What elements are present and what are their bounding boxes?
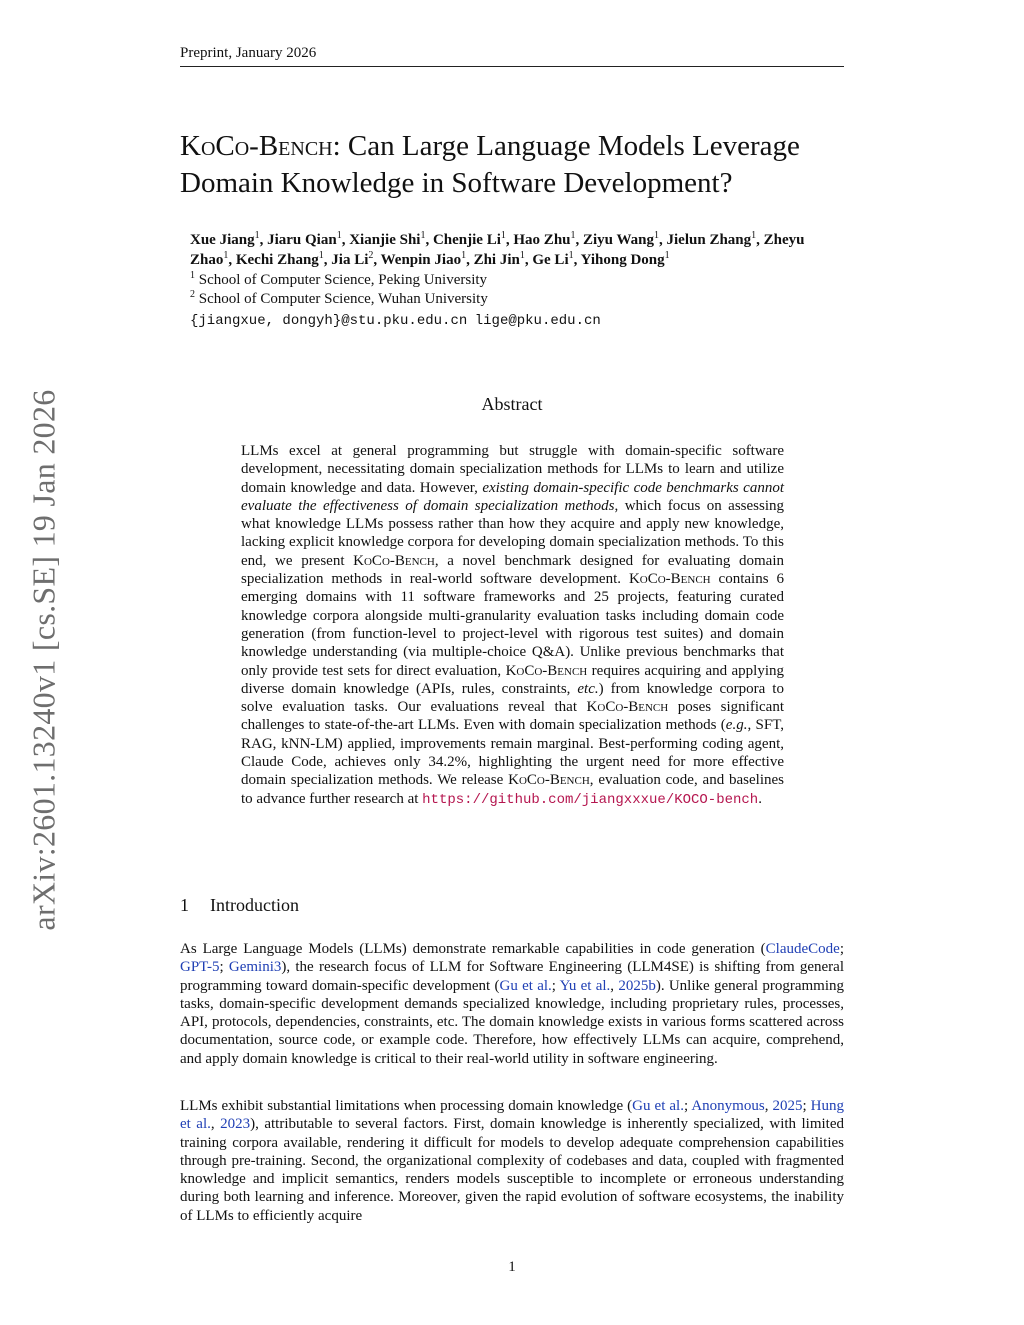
benchmark-name: KoCo-Bench <box>353 552 435 569</box>
section-heading-introduction: 1 Introduction <box>180 895 299 915</box>
author-name: Jia Li <box>331 252 369 268</box>
benchmark-name: KoCo-Bench <box>180 130 333 162</box>
affiliation-2: $^2$ School of Computer Science, Wuhan University <box>190 289 488 307</box>
arxiv-identifier: arXiv:2601.13240v1 [cs.SE] 19 Jan 2026 <box>25 389 62 931</box>
author-name: Kechi Zhang <box>235 252 319 268</box>
citation-link[interactable]: 2025b <box>618 977 656 994</box>
title-text: : Can Large Language Models Leverage Domain Knowledge in Software Development? <box>180 130 800 199</box>
author-name: Ge Li <box>532 252 569 268</box>
repository-link[interactable]: https://github.com/jiangxxxue/KOCO-bench <box>422 791 759 808</box>
author-name: Jielun Zhang <box>666 232 752 248</box>
author-affiliation-mark: 1 <box>500 230 506 241</box>
citation-link[interactable]: GPT-5 <box>180 959 220 976</box>
benchmark-name: KoCo-Bench <box>628 571 711 588</box>
running-header: Preprint, January 2026 <box>180 45 317 61</box>
author-name: Jiaru Qian <box>267 232 337 248</box>
author-affiliation-mark: 1 <box>461 250 467 261</box>
affiliation-1: $^1$ School of Computer Science, Peking University <box>190 270 488 288</box>
author-name: Xianjie Shi <box>349 232 421 248</box>
email-group: {jiangxue, dongyh}@stu.pku.edu.cn <box>190 313 468 329</box>
citation-link[interactable]: 2025 <box>772 1098 803 1114</box>
benchmark-name: KoCo-Bench <box>508 772 590 789</box>
citation-link[interactable]: Gu et al. <box>632 1098 684 1114</box>
author-affiliation-mark: 1 <box>420 230 426 241</box>
intro-paragraph-1: As Large Language Models (LLMs) demonstrate remarkable capabilities in code generation (ClaudeCode; GPT-5; Gemini3), the research focus of LLM for Software Engineering (LLM4SE) is shifting from general programming toward domain-specific development (Gu et al.; Yu et al., 2025b). Unlike general programming tasks, domain-specific development demands specialized knowledge, including proprietary rules, processes, API, protocols, dependencies, constraints, etc. The domain knowledge exists in various forms scattered across documentation, source code, or example code. Therefore, how effectively LLMs can acquire, comprehend, and apply domain knowledge is critical to their real-world utility in software engineering. <box>180 941 845 1067</box>
author-name: Chenjie Li <box>432 232 501 248</box>
abstract-heading: Abstract <box>481 394 543 414</box>
author-name: Xue Jiang <box>190 232 255 248</box>
author-name: Ziyu Wang <box>583 232 655 248</box>
author-name: Zhi Jin <box>473 252 520 268</box>
citation-link[interactable]: Yu et al. <box>559 977 611 994</box>
author-affiliation-mark: 1 <box>751 230 757 241</box>
citation-link[interactable]: Gemini3 <box>228 959 282 976</box>
author-affiliation-mark: 1 <box>568 250 574 261</box>
paper-title <box>180 128 860 202</box>
author-list: Xue Jiang$^1$, Jiaru Qian$^1$, Xianjie Shi$^1$, Chenjie Li$^1$, Hao Zhu$^1$, Ziyu Wang$^1$, Jielun Zhang$^1$, Zheyu Zhao$^1$, Kechi Zhang$^1$, Jia Li$^2$, Wenpin Jiao$^1$, Zhi Jin$^1$, Ge Li$^1$, Yihong Dong$^1$ <box>190 230 805 268</box>
page-number: 1 <box>508 1259 516 1275</box>
email-single: lige@pku.edu.cn <box>474 313 601 329</box>
author-affiliation-mark: 1 <box>223 250 229 261</box>
citation-link[interactable]: 2023 <box>220 1116 251 1133</box>
author-affiliation-mark: 1 <box>254 230 260 241</box>
citation-link[interactable]: Hung et al. <box>180 1098 845 1133</box>
author-name: Wenpin Jiao <box>380 252 462 268</box>
citation-link[interactable]: ClaudeCode <box>765 941 840 957</box>
citation-link[interactable]: Anonymous <box>691 1098 765 1114</box>
author-affiliation-mark: 1 <box>318 250 324 261</box>
author-affiliation-mark: 1 <box>664 250 670 261</box>
author-affiliation-mark: 1 <box>519 250 525 261</box>
author-affiliation-mark: 2 <box>368 250 374 261</box>
header-rule <box>180 66 844 67</box>
benchmark-name: KoCo-Bench <box>586 699 669 716</box>
author-emails <box>190 310 850 331</box>
author-name: Yihong Dong <box>580 252 665 268</box>
author-affiliation-mark: 1 <box>570 230 576 241</box>
intro-paragraph-2: LLMs exhibit substantial limitations when processing domain knowledge (Gu et al.; Anonymous, 2025; Hung et al., 2023), attributable to several factors. First, domain knowledge is inherently specialized, with limited training corpora available, rendering it difficult for models to develop adequate comprehension capabilities through pre-training. Second, the organizational complexity of codebases and data, coupled with fragmented knowledge and implicit semantics, renders models susceptible to incomplete or erroneous understanding during both learning and inference. Moreover, given the rapid evolution of software ecosystems, the inability of LLMs to efficiently acquire <box>180 1098 845 1224</box>
author-affiliation-mark: 1 <box>654 230 660 241</box>
citation-link[interactable]: Gu et al. <box>499 977 552 994</box>
author-name: Zheyu Zhao <box>190 232 805 268</box>
abstract-body: LLMs excel at general programming but struggle with domain-specific software development, necessitating domain specialization methods for LLMs to learn and utilize domain knowledge and data. However, existing domain-specific code benchmarks cannot evaluate the effectiveness of domain specialization methods, which focus on assessing what knowledge LLMs possess rather than how they acquire and apply new knowledge, lacking explicit knowledge corpora for developing domain specialization methods. To this end, we present KoCo-Bench, a novel benchmark designed for evaluating domain specialization methods in real-world software development. KoCo-Bench contains 6 emerging domains with 11 software frameworks and 25 projects, featuring curated knowledge corpora alongside multi-granularity evaluation tasks including domain code generation (from function-level to project-level with rigorous test suites) and domain knowledge understanding (via multiple-choice Q&A). Unlike previous benchmarks that only provide test sets for direct evaluation, KoCo-Bench requires acquiring and applying diverse domain knowledge (APIs, rules, constraints, etc.) from knowledge corpora to solve evaluation tasks. Our evaluations reveal that KoCo-Bench poses significant challenges to state-of-the-art LLMs. Even with domain specialization methods (e.g., SFT, RAG, kNN-LM) applied, improvements remain marginal. Best-performing coding agent, Claude Code, achieves only 34.2%, highlighting the urgent need for more effective domain specialization methods. We release KoCo-Bench, evaluation code, and baselines to advance further research at https://github.com/jiangxxxue/KOCO-bench. <box>241 443 785 808</box>
benchmark-name: KoCo-Bench <box>505 662 588 679</box>
author-affiliation-mark: 1 <box>336 230 342 241</box>
author-name: Hao Zhu <box>513 232 571 248</box>
